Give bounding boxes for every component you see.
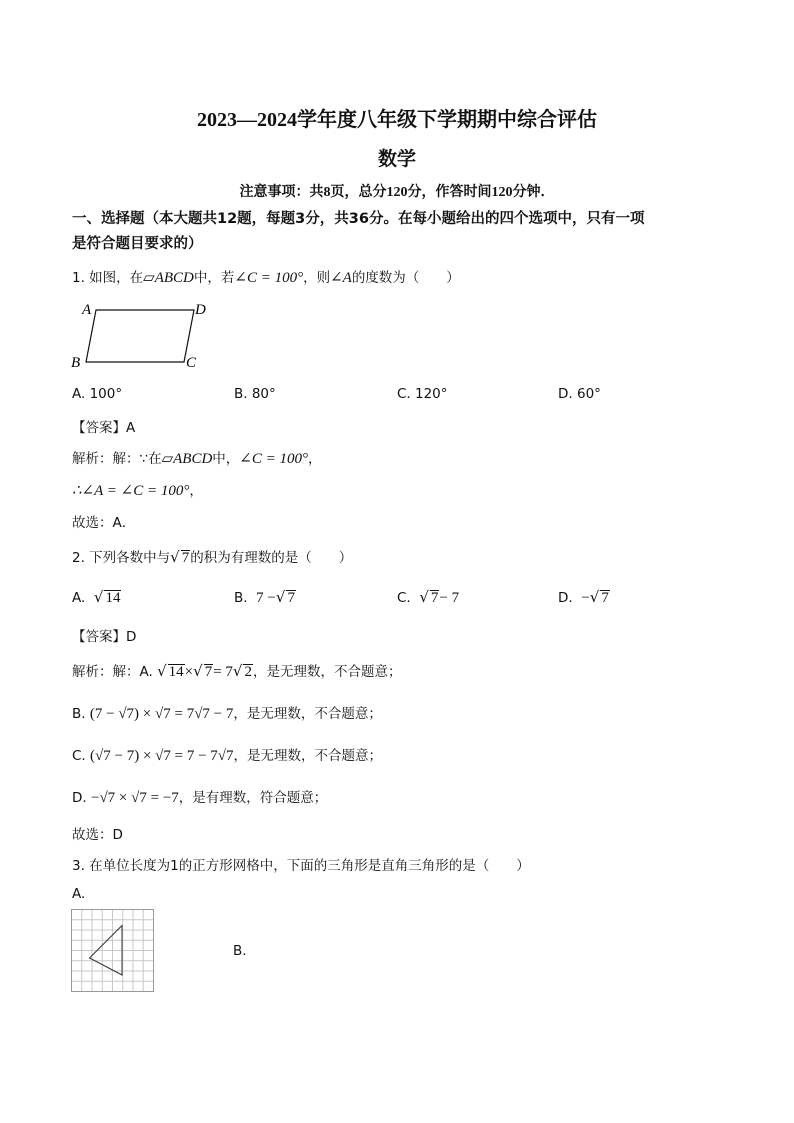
q1-option-d[interactable]: D. 60° [558, 386, 601, 402]
q1-solution-line1 [72, 447, 322, 468]
q2-choose: 故选：D [72, 827, 123, 843]
q2-solA-r1: 14 [168, 664, 184, 680]
sqrt-icon: √ [589, 588, 600, 606]
q1-sol2-end: ， [189, 483, 203, 499]
section-heading-line1: 一、选择题（本大题共12题，每题3分，共36分。在每小题给出的四个选项中，只有一项 [72, 211, 645, 227]
q2-solA-pre: 解析：解：A. [72, 664, 153, 680]
q2-b-label: B. [234, 590, 248, 606]
q2-solution-c [72, 744, 382, 765]
q2-option-b[interactable] [234, 588, 296, 607]
q2-solC-math: (√7 − 7) × √7 = 7 − 7√7 [90, 748, 234, 764]
q1-answer: 【答案】A [72, 420, 136, 436]
q2-option-d[interactable] [558, 588, 610, 607]
q1-mid1: 中，若 [193, 270, 235, 286]
q2-option-c[interactable] [397, 588, 459, 607]
sqrt-icon: √ [193, 662, 203, 680]
q3-option-a-label[interactable]: A. [72, 886, 86, 902]
q1-option-b[interactable]: B. 80° [234, 386, 276, 402]
sqrt-icon: √ [275, 588, 286, 606]
subject-title: 数学 [377, 149, 416, 170]
q1-num: 1. 如图，在 [72, 270, 144, 286]
q1-end: 的度数为（ ） [351, 270, 460, 286]
sqrt-icon: √ [232, 662, 243, 680]
q1-sol2-math: ∴∠A = ∠C = 100° [72, 483, 190, 499]
sqrt-icon: √ [93, 588, 104, 606]
q2-pre: 2. 下列各数中与 [72, 550, 171, 566]
q1-sol1-end: ， [308, 451, 322, 467]
parallelogram-figure [66, 296, 216, 376]
q2-solA-eq: = 7 [213, 664, 233, 680]
q1-angle-a: ∠A [330, 270, 352, 286]
q1-solution-line2 [72, 479, 203, 500]
q2-solA-r3: 2 [244, 664, 252, 680]
figure-label-a: A [82, 302, 92, 318]
q2-d-radicand: 7 [601, 590, 609, 606]
q1-sol1-mid: 中， [212, 451, 240, 467]
q2-answer: 【答案】D [72, 629, 137, 645]
q2-solB-math: (7 − √7) × √7 = 7√7 − 7 [89, 706, 234, 722]
q3-stem: 3. 在单位长度为1的正方形网格中，下面的三角形是直角三角形的是（ ） [72, 858, 530, 874]
exam-title: 2023—2024学年度八年级下学期期中综合评估 [197, 109, 597, 131]
figure-label-c: C [186, 355, 197, 371]
q1-sol1-pre: 解析：解：∵在 [72, 451, 162, 467]
q1-mid2: ，则 [303, 270, 331, 286]
q2-d-label: D. [558, 590, 573, 606]
q2-solution-b [72, 702, 382, 723]
q1-sol1-para: ▱ABCD [161, 451, 213, 467]
q2-c-post: − 7 [439, 590, 460, 606]
q2-a-radicand: 14 [105, 590, 121, 606]
q2-solD-math: −√7 × √7 = −7 [90, 790, 179, 806]
section-heading-line2: 是符合题目要求的） [72, 236, 203, 252]
q2-solC-end: ，是无理数，不合题意； [233, 748, 383, 764]
q2-a-label: A. [72, 590, 86, 606]
q1-sol1-cond: ∠C = 100° [239, 451, 308, 467]
q1-option-a[interactable]: A. 100° [72, 386, 123, 402]
q1-condition: ∠C = 100° [234, 270, 304, 286]
q2-solution-d [72, 786, 327, 807]
q2-stem [72, 546, 352, 567]
q2-solA-r2: 7 [204, 664, 213, 680]
figure-label-b: B [71, 355, 81, 371]
q2-solD-label: D. [72, 790, 87, 806]
q1-option-c[interactable]: C. 120° [397, 386, 448, 402]
exam-notice: 注意事项：共8页，总分120分，作答时间120分钟． [239, 185, 555, 200]
sqrt-icon: √ [170, 548, 180, 566]
q2-radicand: 7 [181, 550, 190, 566]
q2-solB-end: ，是无理数，不合题意； [233, 706, 382, 722]
q2-solA-times: × [184, 664, 194, 680]
q3-grid-figure-a [71, 909, 155, 993]
q1-stem [72, 266, 460, 287]
q2-solution-a [72, 660, 401, 681]
q2-solD-end: ，是有理数，符合题意； [178, 790, 328, 806]
q2-c-radicand: 7 [430, 590, 439, 606]
figure-label-d: D [195, 302, 206, 318]
q2-solA-end: ，是无理数，不合题意； [252, 664, 402, 680]
q2-post: 的积为有理数的是（ ） [190, 550, 353, 566]
sqrt-icon: √ [157, 662, 167, 680]
parallelogram-shape [86, 310, 194, 362]
q3-option-b-label[interactable]: B. [233, 943, 247, 959]
q2-d-pre: − [581, 590, 590, 606]
q2-b-pre: 7 − [256, 590, 276, 606]
q2-option-a[interactable] [72, 588, 121, 607]
q2-c-label: C. [397, 590, 411, 606]
q2-b-radicand: 7 [287, 590, 295, 606]
q1-solution-line3: 故选：A． [72, 515, 136, 531]
grid-lines [72, 910, 154, 992]
q1-parallelogram: ▱ABCD [143, 270, 194, 286]
q2-solB-label: B. [72, 706, 86, 722]
sqrt-icon: √ [419, 588, 429, 606]
q2-solC-label: C. [72, 748, 86, 764]
